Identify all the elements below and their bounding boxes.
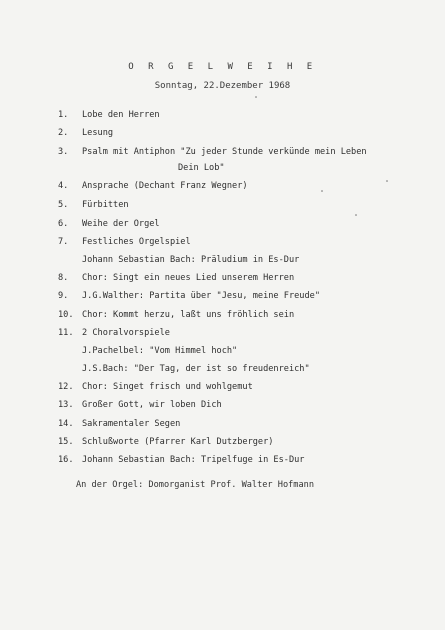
program-item-text: Johann Sebastian Bach: Tripelfuge in Es-Dur [82, 455, 305, 465]
program-item-text: Chor: Singt ein neues Lied unserem Herren [82, 273, 295, 283]
program-item [0, 436, 445, 448]
program-item [0, 127, 445, 139]
paper-speck [255, 96, 257, 98]
program-item-number: 16. [58, 455, 74, 465]
program-item [0, 236, 445, 248]
program-item-number: 7. [58, 237, 69, 247]
program-item-number: 3. [58, 147, 69, 157]
program-item [0, 109, 445, 121]
program-item-number: 5. [58, 200, 69, 210]
program-item-text: Sakramentaler Segen [82, 419, 181, 429]
program-item-text: Chor: Singet frisch und wohlgemut [82, 382, 253, 392]
program-item [0, 418, 445, 430]
program-item [0, 290, 445, 302]
program-item-text: J.G.Walther: Partita über "Jesu, meine Freude" [82, 291, 320, 301]
program-item [0, 162, 445, 174]
program-item-text: J.S.Bach: "Der Tag, der ist so freudenreich" [82, 364, 310, 374]
program-item-text: J.Pachelbel: "Vom Himmel hoch" [82, 346, 238, 356]
paper-speck [355, 214, 357, 216]
program-item-number: 1. [58, 110, 69, 120]
program-item-text: 2 Choralvorspiele [82, 328, 170, 338]
program-item-text: Schlußworte (Pfarrer Karl Dutzberger) [82, 437, 274, 447]
program-item-text: Fürbitten [82, 200, 129, 210]
program-item-text: Dein Lob" [178, 163, 225, 173]
program-item [0, 180, 445, 192]
program-item [0, 199, 445, 211]
program-item-number: 11. [58, 328, 74, 338]
program-item-number: 13. [58, 400, 74, 410]
program-item-number: 15. [58, 437, 74, 447]
program-item [0, 254, 445, 266]
program-item-text: Festliches Orgelspiel [82, 237, 191, 247]
program-item [0, 309, 445, 321]
program-item [0, 272, 445, 284]
program-item-number: 10. [58, 310, 74, 320]
program-item-number: 8. [58, 273, 69, 283]
program-item [0, 218, 445, 230]
program-item-text: Lobe den Herren [82, 110, 160, 120]
program-item-text: Psalm mit Antiphon "Zu jeder Stunde verkünde mein Leben [82, 147, 367, 157]
program-item-text: Ansprache (Dechant Franz Wegner) [82, 181, 248, 191]
document-title: O R G E L W E I H E [128, 62, 317, 72]
program-item-number: 2. [58, 128, 69, 138]
program-item-number: 4. [58, 181, 69, 191]
program-item [0, 454, 445, 466]
program-item [0, 327, 445, 339]
organist-line: An der Orgel: Domorganist Prof. Walter Hofmann [76, 480, 314, 490]
program-item-number: 6. [58, 219, 69, 229]
program-item-text: Chor: Kommt herzu, laßt uns fröhlich sein [82, 310, 295, 320]
program-item-text: Großer Gott, wir loben Dich [82, 400, 222, 410]
paper-speck [386, 180, 388, 182]
program-item-text: Weihe der Orgel [82, 219, 160, 229]
program-item-text: Johann Sebastian Bach: Präludium in Es-Dur [82, 255, 300, 265]
program-item-text: Lesung [82, 128, 114, 138]
program-item [0, 381, 445, 393]
program-item-number: 12. [58, 382, 74, 392]
program-item [0, 363, 445, 375]
program-item-number: 14. [58, 419, 74, 429]
document-date: Sonntag, 22.Dezember 1968 [154, 81, 291, 91]
paper-speck [321, 190, 323, 192]
program-item [0, 146, 445, 158]
program-item [0, 399, 445, 411]
program-item [0, 345, 445, 357]
program-item-number: 9. [58, 291, 69, 301]
